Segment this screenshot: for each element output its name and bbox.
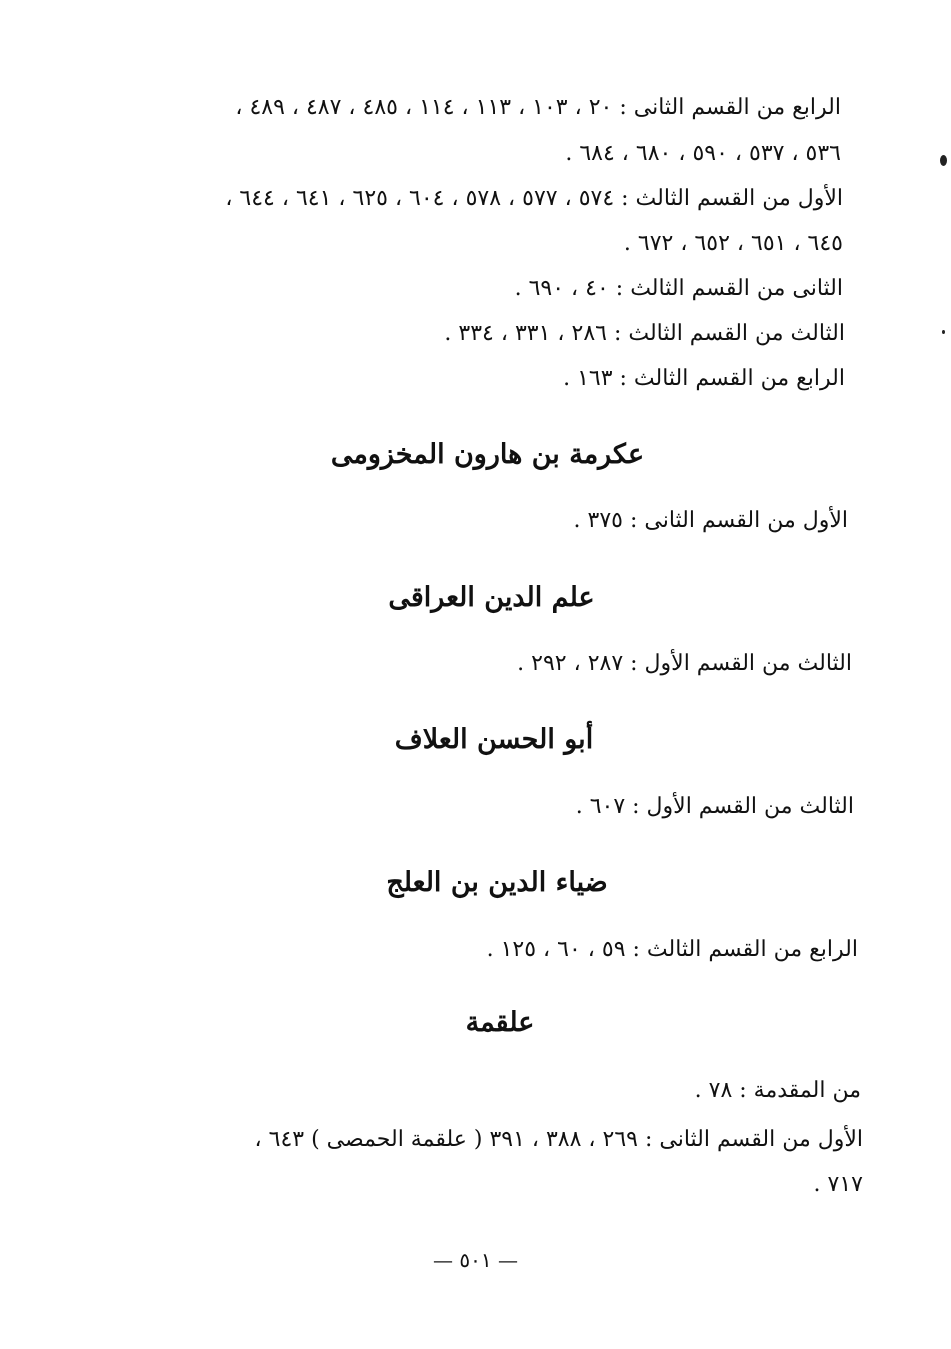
index-line: الثالث من القسم الثالث : ٢٨٦ ، ٣٣١ ، ٣٣٤ .	[444, 321, 845, 346]
index-line: الثانى من القسم الثالث : ٤٠ ، ٦٩٠ .	[514, 276, 843, 301]
index-line: الرابع من القسم الثالث : ٥٩ ، ٦٠ ، ١٢٥ .	[486, 937, 858, 962]
index-line: الأول من القسم الثالث : ٥٧٤ ، ٥٧٧ ، ٥٧٨ ، ٦٠٤ ، ٦٢٥ ، ٦٤١ ، ٦٤٤ ،	[225, 186, 843, 211]
index-line: ٧١٧ .	[813, 1172, 863, 1197]
scan-speck	[942, 330, 945, 334]
scan-speck	[940, 155, 947, 166]
entry-heading: علم الدين العراقى	[388, 582, 595, 613]
entry-heading: عكرمة بن هارون المخزومى	[330, 439, 645, 470]
entry-heading: أبو الحسن العلاف	[394, 724, 594, 755]
index-line: الثالث من القسم الأول : ٦٠٧ .	[575, 794, 854, 819]
page-number: — ٥٠١ —	[433, 1248, 518, 1272]
index-line: الأول من القسم الثانى : ٢٦٩ ، ٣٨٨ ، ٣٩١ ( علقمة الحمصى ) ٦٤٣ ،	[254, 1127, 863, 1152]
index-line: الثالث من القسم الأول : ٢٨٧ ، ٢٩٢ .	[517, 651, 852, 676]
index-line: من المقدمة : ٧٨ .	[694, 1078, 861, 1103]
index-line: ٥٣٦ ، ٥٣٧ ، ٥٩٠ ، ٦٨٠ ، ٦٨٤ .	[565, 141, 841, 166]
index-line: الرابع من القسم الثالث : ١٦٣ .	[563, 366, 845, 391]
index-line: ٦٤٥ ، ٦٥١ ، ٦٥٢ ، ٦٧٢ .	[623, 231, 843, 256]
entry-heading: علقمة	[465, 1007, 535, 1038]
index-line: الأول من القسم الثانى : ٣٧٥ .	[573, 508, 848, 533]
entry-heading: ضياء الدين بن العلج	[386, 867, 608, 898]
index-line: الرابع من القسم الثانى : ٢٠ ، ١٠٣ ، ١١٣ ، ١١٤ ، ٤٨٥ ، ٤٨٧ ، ٤٨٩ ،	[235, 95, 841, 120]
